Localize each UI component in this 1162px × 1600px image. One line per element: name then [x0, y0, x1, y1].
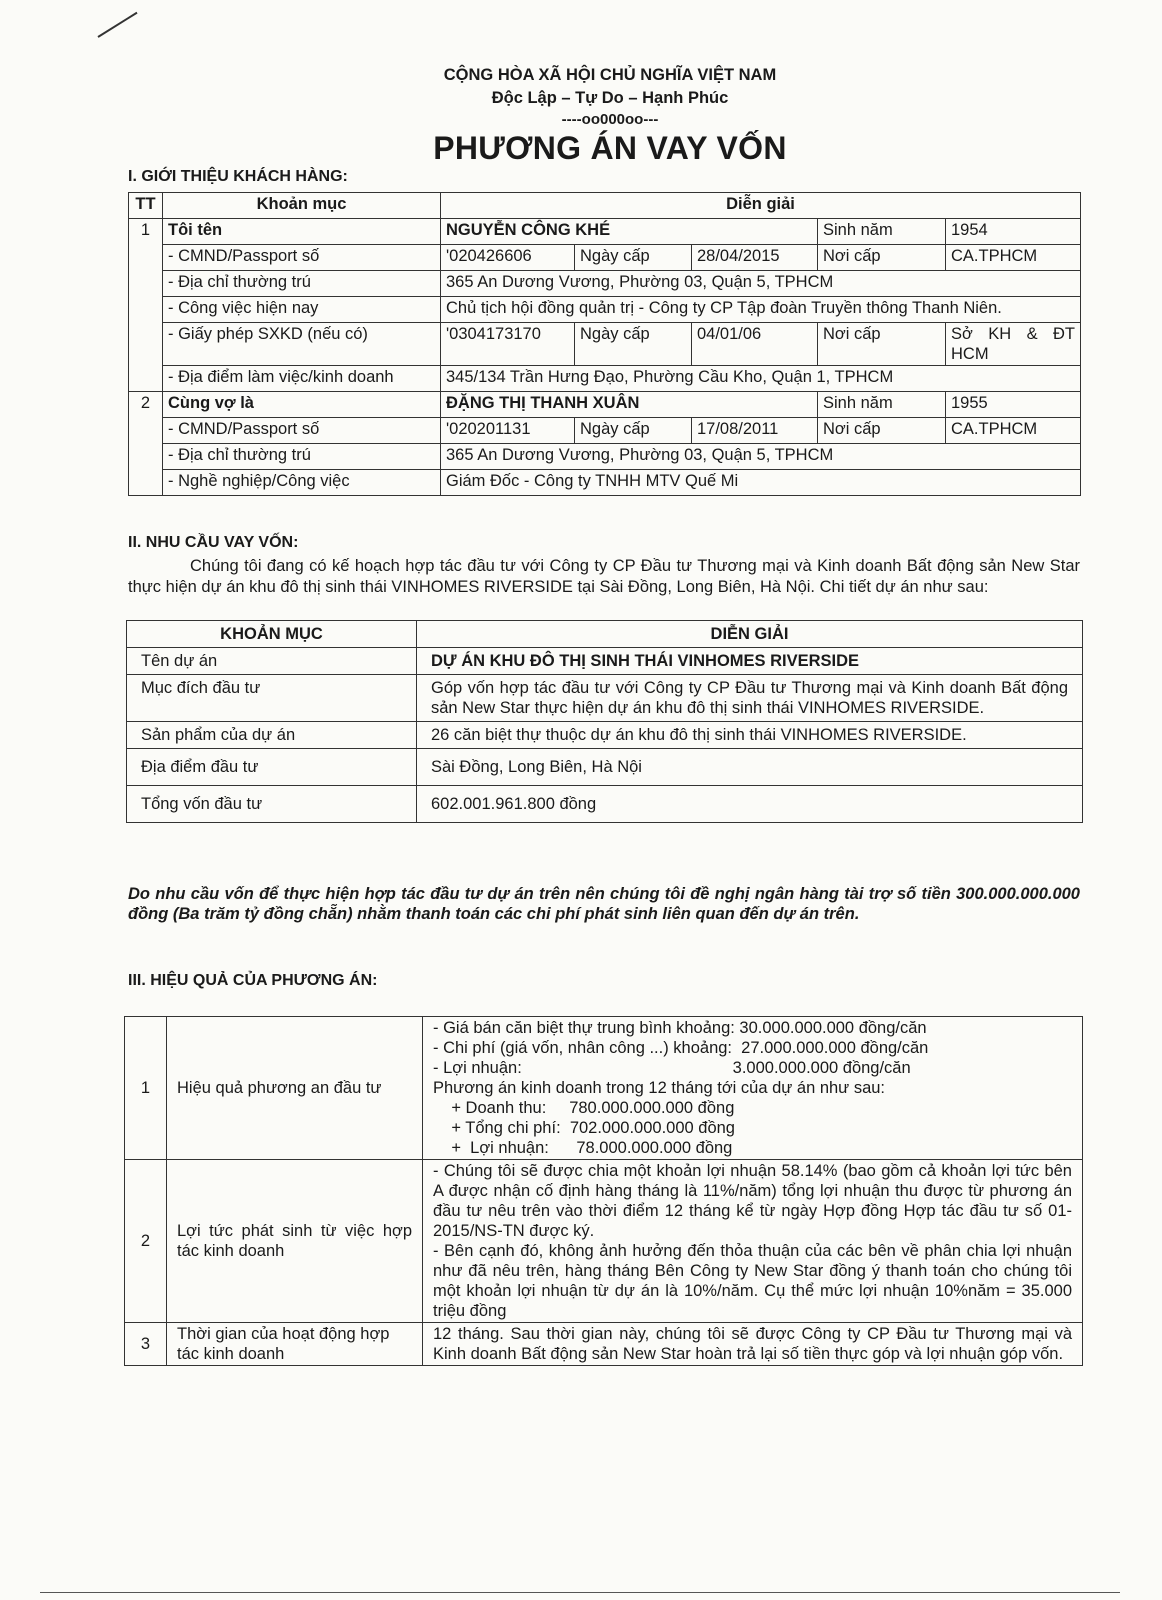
national-motto: Độc Lập – Tự Do – Hạnh Phúc	[491, 89, 729, 107]
effectiveness-row-value	[423, 1017, 1083, 1160]
project-row-label: Địa điểm đầu tư	[127, 749, 417, 786]
address: 365 An Dương Vương, Phường 03, Quận 5, TPHCM	[441, 271, 1081, 297]
project-row-label: Tên dự án	[127, 648, 417, 675]
id-label: - CMND/Passport số	[163, 418, 441, 444]
project-row-label: Mục đích đầu tư	[127, 675, 417, 722]
effectiveness-row-label: Thời gian của hoạt động hợp tác kinh doanh	[167, 1323, 423, 1366]
license-issue-date: 04/01/06	[692, 323, 818, 366]
project-row-value: Góp vốn hợp tác đầu tư với Công ty CP Đầu tư Thương mại và Kinh doanh Bất động sản New Star thực hiện dự án khu đô thị sinh thái VINHOMES RIVERSIDE.	[417, 675, 1083, 722]
effectiveness-row-label: Hiệu quả phương an đầu tư	[167, 1017, 423, 1160]
col-item-header: KHOẢN MỤC	[127, 621, 417, 648]
bottom-edge-line	[40, 1592, 1120, 1593]
job-label: - Công việc hiện nay	[163, 297, 441, 323]
address: 365 An Dương Vương, Phường 03, Quận 5, TPHCM	[441, 444, 1081, 470]
issue-date-label: Ngày cấp	[575, 245, 692, 271]
issue-place-label: Nơi cấp	[818, 245, 946, 271]
issue-date: 28/04/2015	[692, 245, 818, 271]
pen-mark	[97, 12, 137, 38]
effectiveness-row-label: Lợi tức phát sinh từ việc hợp tác kinh doanh	[167, 1160, 423, 1323]
job: Chủ tịch hội đồng quản trị - Công ty CP Tập đoàn Truyền thông Thanh Niên.	[441, 297, 1081, 323]
effectiveness-row-value: 12 tháng. Sau thời gian này, chúng tôi sẽ được Công ty CP Đầu tư Thương mại và Kinh doanh Bất động sản New Star hoàn trả lại số tiền thực góp và lợi nhuận góp vốn.	[423, 1323, 1083, 1366]
detail-line: + Doanh thu: 780.000.000.000 đồng	[433, 1099, 735, 1117]
license-place: Sở KH & ĐT HCM	[946, 323, 1081, 366]
detail-paragraph: - Chúng tôi sẽ được chia một khoản lợi nhuận 58.14% (bao gồm cả khoản lợi tức bên A được nhận cố định hàng tháng là 11%/năm) tổng lợi nhuận thu được từ phương án đầu tư nêu trên vào thời điểm 12 tháng kể từ ngày Hợp đồng Hợp tác đầu tư số 01-2015/NS-TN được ký.	[433, 1162, 1072, 1240]
section-3-heading: III. HIỆU QUẢ CỦA PHƯƠNG ÁN:	[128, 972, 378, 989]
license-label: - Giấy phép SXKD (nếu có)	[163, 323, 441, 366]
row-number: 2	[125, 1160, 167, 1323]
loan-proposal-paragraph: Do nhu cầu vốn để thực hiện hợp tác đầu tư dự án trên nên chúng tôi đề nghị ngân hàng tài trợ số tiền 300.000.000.000 đồng (Ba trăm tỷ đồng chẵn) nhằm thanh toán các chi phí phát sinh liên quan đến dự án trên.	[128, 885, 1080, 923]
license-place-label: Nơi cấp	[818, 323, 946, 366]
project-row-label: Sản phẩm của dự án	[127, 722, 417, 749]
project-row-value: Sài Đồng, Long Biên, Hà Nội	[417, 749, 1083, 786]
section-1-heading: I. GIỚI THIỆU KHÁCH HÀNG:	[128, 168, 348, 185]
person-1-label: Tôi tên	[163, 219, 441, 245]
address-label: - Địa chỉ thường trú	[163, 271, 441, 297]
id-number: '020201131	[441, 418, 575, 444]
project-row-value: 26 căn biệt thự thuộc dự án khu đô thị sinh thái VINHOMES RIVERSIDE.	[417, 722, 1083, 749]
row-number: 3	[125, 1323, 167, 1366]
birth-year-label: Sinh năm	[818, 219, 946, 245]
issue-place-label: Nơi cấp	[818, 418, 946, 444]
col-item-header: Khoản mục	[163, 193, 441, 219]
detail-line: - Giá bán căn biệt thự trung bình khoảng: 30.000.000.000 đồng/căn	[433, 1019, 927, 1037]
row-number: 1	[129, 219, 163, 392]
project-row-label: Tổng vốn đầu tư	[127, 786, 417, 823]
birth-year-label: Sinh năm	[818, 392, 946, 418]
project-row-value: 602.001.961.800 đồng	[417, 786, 1083, 823]
effectiveness-table	[124, 1016, 1083, 1366]
detail-line: Phương án kinh doanh trong 12 tháng tới của dự án như sau:	[433, 1079, 886, 1097]
row-number: 1	[125, 1017, 167, 1160]
customer-info-table	[128, 192, 1081, 496]
job-label: - Nghề nghiệp/Công việc	[163, 470, 441, 496]
effectiveness-row-value	[423, 1160, 1083, 1323]
project-row-value: DỰ ÁN KHU ĐÔ THỊ SINH THÁI VINHOMES RIVERSIDE	[417, 648, 1083, 675]
issue-place: CA.TPHCM	[946, 418, 1081, 444]
issue-date-label: Ngày cấp	[575, 418, 692, 444]
col-tt-header: TT	[129, 193, 163, 219]
detail-line: - Chi phí (giá vốn, nhân công ...) khoảng: 27.000.000.000 đồng/căn	[433, 1039, 929, 1057]
nation-name: CỘNG HÒA XÃ HỘI CHỦ NGHĨA VIỆT NAM	[443, 66, 777, 84]
id-label: - CMND/Passport số	[163, 245, 441, 271]
license-number: '0304173170	[441, 323, 575, 366]
detail-line: + Lợi nhuận: 78.000.000.000 đồng	[433, 1139, 733, 1157]
header-ornament: ----oo000oo---	[561, 111, 659, 128]
workplace-label: - Địa điểm làm việc/kinh doanh	[163, 366, 441, 392]
issue-place: CA.TPHCM	[946, 245, 1081, 271]
issue-date: 17/08/2011	[692, 418, 818, 444]
loan-intro-paragraph: Chúng tôi đang có kế hoạch hợp tác đầu tư với Công ty CP Đầu tư Thương mại và Kinh doanh Bất động sản New Star thực hiện dự án khu đô thị sinh thái VINHOMES RIVERSIDE tại Sài Đồng, Long Biên, Hà Nội. Chi tiết dự án như sau:	[128, 557, 1080, 596]
person-1-name: NGUYỄN CÔNG KHÉ	[441, 219, 818, 245]
row-number: 2	[129, 392, 163, 496]
job: Giám Đốc - Công ty TNHH MTV Quế Mi	[441, 470, 1081, 496]
detail-line: - Lợi nhuận: 3.000.000.000 đồng/căn	[433, 1059, 911, 1077]
id-number: '020426606	[441, 245, 575, 271]
col-desc-header: Diễn giải	[441, 193, 1081, 219]
license-issue-label: Ngày cấp	[575, 323, 692, 366]
document-title: PHƯƠNG ÁN VAY VỐN	[433, 130, 787, 166]
col-desc-header: DIỄN GIẢI	[417, 621, 1083, 648]
person-2-name: ĐẶNG THỊ THANH XUÂN	[441, 392, 818, 418]
address-label: - Địa chỉ thường trú	[163, 444, 441, 470]
section-2-heading: II. NHU CẦU VAY VỐN:	[128, 534, 299, 551]
project-table	[126, 620, 1083, 823]
birth-year: 1954	[946, 219, 1081, 245]
person-2-label: Cùng vợ là	[163, 392, 441, 418]
workplace: 345/134 Trần Hưng Đạo, Phường Cầu Kho, Quận 1, TPHCM	[441, 366, 1081, 392]
birth-year: 1955	[946, 392, 1081, 418]
detail-paragraph: - Bên cạnh đó, không ảnh hưởng đến thỏa thuận của các bên về phân chia lợi nhuận như đã nêu trên, hàng tháng Bên Công ty New Star đồng ý thanh toán cho chúng tôi một khoản lợi nhuận từ dự án là 10%/năm. Cụ thể mức lợi nhuận 10%năm = 35.000 triệu đồng	[433, 1242, 1072, 1320]
detail-line: + Tổng chi phí: 702.000.000.000 đồng	[433, 1119, 735, 1137]
